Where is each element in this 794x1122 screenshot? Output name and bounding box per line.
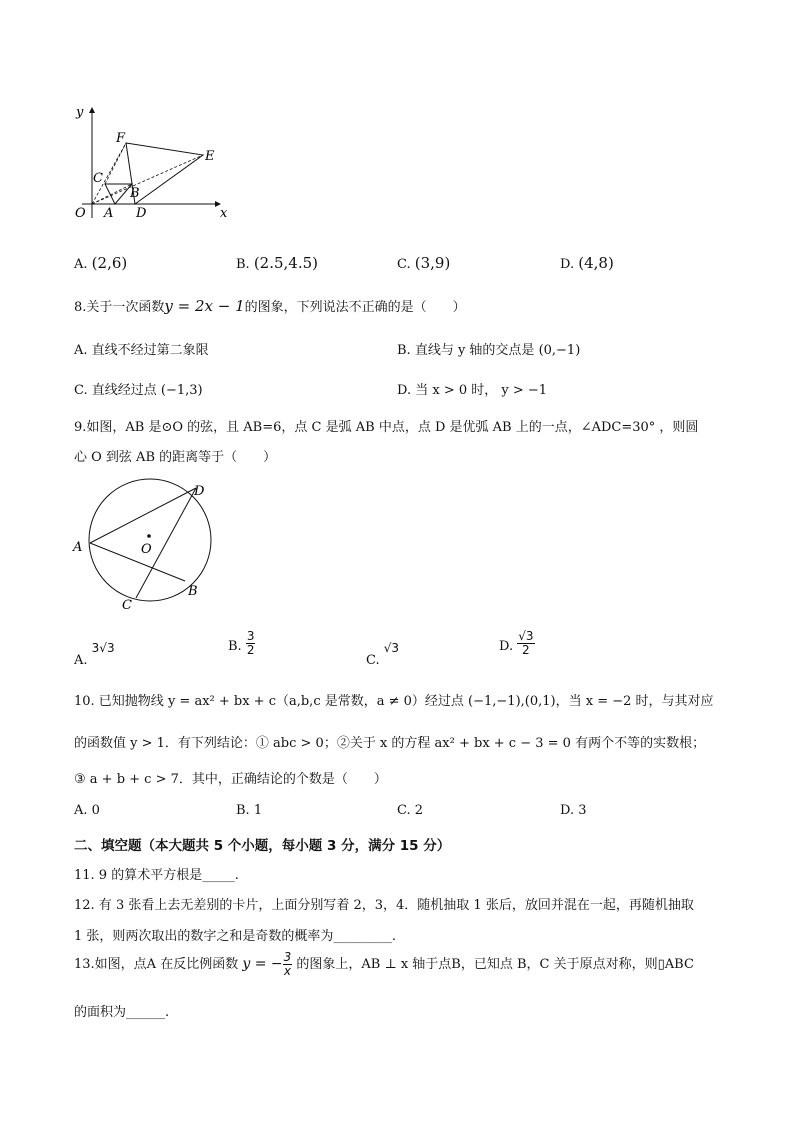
q8-option-b: B. 直线与 y 轴的交点是 (0,−1) (397, 343, 581, 358)
section-title: 二、填空题（本大题共 5 个小题，每小题 3 分，满分 15 分） (74, 838, 451, 854)
q7-option-c: C. (3,9) (397, 254, 451, 272)
q13-line2: 的面积为______. (74, 1005, 170, 1020)
q8-option-c: C. 直线经过点 (−1,3) (74, 383, 203, 398)
q7-option-d: D. (4,8) (560, 254, 614, 272)
triangle-abc (105, 184, 132, 204)
q9-option-d: D. $\frac{√3}{2}$ (499, 629, 534, 657)
label-y: y (76, 105, 84, 120)
q7-figure (70, 100, 240, 225)
q10-option-a: A. 0 (74, 803, 100, 818)
circle-o (89, 479, 211, 601)
q9-stem-line1: 9.如图，AB 是⊙O 的弦，且 AB=6，点 C 是弧 AB 中点，点 D 是优弧 AB 上的一点，∠ADC=30° ，则圆 (74, 420, 699, 435)
label-a: A (104, 206, 114, 221)
q9-option-a: A. 3√3 (74, 641, 115, 668)
q7-option-b: B. (2.5,4.5) (236, 254, 319, 272)
label-o: O (75, 206, 86, 221)
label-o9: O (141, 542, 152, 557)
q10-stem-line2: 的函数值 y > 1．有下列结论：① abc > 0；②关于 x 的方程 ax² + bx + c − 3 = 0 有两个不等的实数根； (74, 736, 706, 751)
label-x: x (220, 206, 228, 221)
q9-option-b: B. $\frac{3}{2}$ (228, 629, 255, 657)
label-a9: A (73, 540, 83, 555)
label-b9: B (188, 584, 198, 599)
q10-stem-line3: ③ a + b + c > 7．其中，正确结论的个数是（ ） (74, 772, 387, 787)
q8-option-d: D. 当 x > 0 时， y > −1 (397, 383, 548, 398)
q10-option-b: B. 1 (236, 803, 263, 818)
q8-stem: 8.关于一次函数y = 2x − 1的图象，下列说法不正确的是（ ） (74, 297, 466, 315)
q12-line1: 12. 有 3 张看上去无差别的卡片，上面分别写着 2，3，4．随机抽取 1 张后，放回并混在一起，再随机抽取 (74, 898, 694, 913)
label-d9: D (194, 484, 205, 499)
q9-stem-line2: 心 O 到弦 AB 的距离等于（ ） (74, 450, 277, 465)
label-e: E (205, 149, 215, 164)
q9-option-c: C. √3 (366, 641, 400, 668)
label-c: C (93, 171, 103, 186)
q13-line1: 13.如图，点A 在反比例函数 y = − $\frac{3}{x}$ 的图象上，AB ⊥ x 轴于点B，已知点 B，C 关于原点对称，则▯ABC (74, 950, 694, 978)
label-c9: C (122, 598, 132, 613)
q10-stem-line1: 10. 已知抛物线 y = ax² + bx + c（a,b,c 是常数，a ≠ 0）经过点 (−1,−1),(0,1)，当 x = −2 时，与其对应 (74, 694, 714, 709)
q11: 11. 9 的算术平方根是_____. (74, 868, 239, 883)
label-b: B (130, 186, 140, 201)
q10-option-c: C. 2 (397, 803, 424, 818)
q10-option-d: D. 3 (560, 803, 587, 818)
label-f: F (116, 131, 126, 146)
q9-figure (70, 475, 220, 615)
q7-option-a: A. (2,6) (74, 254, 128, 272)
label-d: D (136, 206, 147, 221)
q8-option-a: A. 直线不经过第二象限 (74, 343, 209, 358)
q12-line2: 1 张，则两次取出的数字之和是奇数的概率为_________. (74, 929, 397, 944)
